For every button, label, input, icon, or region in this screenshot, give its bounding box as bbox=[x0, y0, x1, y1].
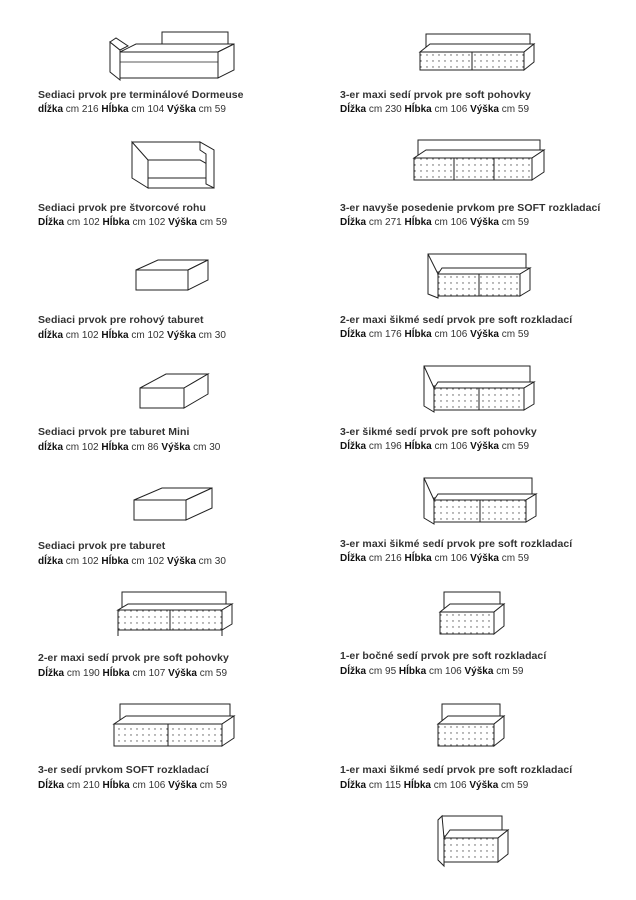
product-item bbox=[38, 702, 328, 792]
three-seat-maxi-sofa-icon bbox=[418, 28, 538, 78]
product-title: 3-er maxi šikmé sedí prvok pre soft rozkladací bbox=[340, 538, 573, 550]
product-item bbox=[340, 250, 630, 342]
one-seat-maxi-sloped-sofa-bed-icon bbox=[436, 700, 510, 752]
product-dimensions: Dĺžka cm 210 Hĺbka cm 106 Výška cm 59 bbox=[38, 780, 228, 791]
one-seat-module-icon bbox=[436, 812, 514, 870]
product-dimensions: Dĺžka cm 230 Hĺbka cm 106 Výška cm 59 bbox=[340, 104, 530, 115]
product-dimensions: Dĺžka cm 196 Hĺbka cm 106 Výška cm 59 bbox=[340, 441, 530, 452]
product-item bbox=[38, 370, 328, 460]
product-item bbox=[340, 362, 630, 454]
corner-ottoman-icon bbox=[134, 256, 214, 296]
product-dimensions: dĺžka cm 216 Hĺbka cm 104 Výška cm 59 bbox=[38, 104, 226, 115]
product-item bbox=[38, 140, 328, 230]
three-seat-maxi-sloped-sofa-bed-icon bbox=[420, 474, 540, 528]
product-item bbox=[38, 590, 328, 680]
two-seat-maxi-sofa-icon bbox=[116, 590, 236, 640]
square-corner-seat-icon bbox=[128, 140, 218, 190]
product-title: 3-er navyše posedenie prvkom pre SOFT rozkladací bbox=[340, 202, 601, 214]
mini-ottoman-icon bbox=[138, 370, 212, 412]
three-seat-extra-sofa-bed-icon bbox=[412, 138, 548, 190]
product-dimensions: Dĺžka cm 115 Hĺbka cm 106 Výška cm 59 bbox=[340, 780, 529, 791]
product-title: 1-er maxi šikmé sedí prvok pre soft rozkladací bbox=[340, 764, 573, 776]
product-dimensions: dĺžka cm 102 Hĺbka cm 102 Výška cm 30 bbox=[38, 330, 226, 341]
product-item bbox=[38, 484, 328, 574]
product-dimensions: Dĺžka cm 271 Hĺbka cm 106 Výška cm 59 bbox=[340, 217, 530, 228]
product-title: Sediaci prvok pre taburet bbox=[38, 540, 166, 552]
product-item bbox=[38, 256, 328, 346]
product-title: 3-er sedí prvkom SOFT rozkladací bbox=[38, 764, 209, 776]
product-dimensions: Dĺžka cm 190 Hĺbka cm 107 Výška cm 59 bbox=[38, 668, 228, 679]
product-item bbox=[38, 28, 328, 118]
product-item bbox=[340, 588, 630, 680]
product-dimensions: Dĺžka cm 102 Hĺbka cm 102 Výška cm 59 bbox=[38, 217, 228, 228]
product-dimensions: Dĺžka cm 176 Hĺbka cm 106 Výška cm 59 bbox=[340, 329, 530, 340]
product-dimensions: dĺžka cm 102 Hĺbka cm 86 Výška cm 30 bbox=[38, 442, 221, 453]
product-title: Sediaci prvok pre štvorcové rohu bbox=[38, 202, 206, 214]
three-seat-sofa-bed-icon bbox=[110, 702, 240, 754]
product-dimensions: Dĺžka cm 95 Hĺbka cm 106 Výška cm 59 bbox=[340, 666, 524, 677]
three-seat-sloped-sofa-icon bbox=[420, 362, 538, 416]
product-title: Sediaci prvok pre taburet Mini bbox=[38, 426, 190, 438]
product-title: 2-er maxi sedí prvok pre soft pohovky bbox=[38, 652, 229, 664]
product-title: Sediaci prvok pre rohový taburet bbox=[38, 314, 204, 326]
product-item bbox=[340, 474, 630, 566]
product-dimensions: Dĺžka cm 216 Hĺbka cm 106 Výška cm 59 bbox=[340, 553, 530, 564]
product-title: 3-er šikmé sedí prvok pre soft pohovky bbox=[340, 426, 537, 438]
product-title: 1-er bočné sedí prvok pre soft rozkladací bbox=[340, 650, 547, 662]
product-item bbox=[340, 28, 630, 118]
product-title: 2-er maxi šikmé sedí prvok pre soft rozkladací bbox=[340, 314, 573, 326]
product-dimensions: dĺžka cm 102 Hĺbka cm 102 Výška cm 30 bbox=[38, 556, 226, 567]
one-seat-side-sofa-bed-icon bbox=[438, 588, 508, 640]
product-item bbox=[340, 138, 630, 230]
product-title: 3-er maxi sedí prvok pre soft pohovky bbox=[340, 89, 531, 101]
two-seat-maxi-sloped-sofa-bed-icon bbox=[424, 250, 534, 302]
product-title: Sediaci prvok pre terminálové Dormeuse bbox=[38, 89, 244, 101]
product-item bbox=[340, 700, 630, 792]
terminal-dormeuse-seat-icon bbox=[106, 28, 246, 83]
ottoman-icon bbox=[132, 484, 216, 526]
